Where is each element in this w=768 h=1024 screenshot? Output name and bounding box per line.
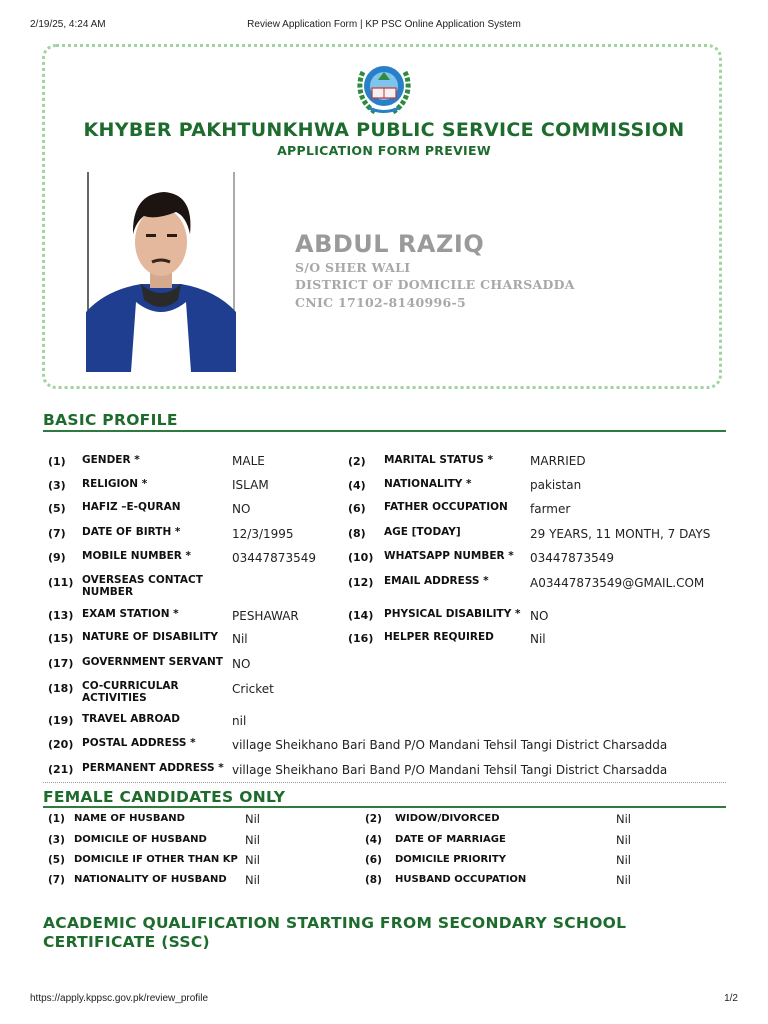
field-value: A03447873549@GMAIL.COM <box>530 576 705 590</box>
field-number: (14) <box>348 609 374 622</box>
field-label: POSTAL ADDRESS * <box>82 737 196 749</box>
field-label: DATE OF MARRIAGE <box>395 834 506 845</box>
field-value: Nil <box>616 853 631 867</box>
field-number: (17) <box>48 657 74 670</box>
field-value: Nil <box>616 873 631 887</box>
org-name: KHYBER PAKHTUNKHWA PUBLIC SERVICE COMMISSION <box>83 119 685 141</box>
basic-profile-title: BASIC PROFILE <box>43 411 178 429</box>
field-number: (20) <box>48 738 74 751</box>
field-number: (3) <box>48 834 65 846</box>
field-value: 29 YEARS, 11 MONTH, 7 DAYS <box>530 527 711 541</box>
field-label: NAME OF HUSBAND <box>74 813 185 824</box>
form-title: APPLICATION FORM PREVIEW <box>277 143 491 158</box>
field-value: Nil <box>245 833 260 847</box>
field-value: NO <box>232 657 251 671</box>
field-label: ACTIVITIES <box>82 692 147 704</box>
field-value: Nil <box>245 812 260 826</box>
field-number: (12) <box>348 576 374 589</box>
field-label: GENDER * <box>82 454 140 466</box>
field-label: MOBILE NUMBER * <box>82 550 191 562</box>
field-value: ISLAM <box>232 478 269 492</box>
field-value: Nil <box>616 833 631 847</box>
field-value: NO <box>232 502 251 516</box>
field-number: (1) <box>48 455 66 468</box>
candidate-photo <box>86 172 236 372</box>
field-label: EXAM STATION * <box>82 608 179 620</box>
candidate-name: ABDUL RAZIQ <box>295 230 485 258</box>
academic-title-line: ACADEMIC QUALIFICATION STARTING FROM SECONDARY SCHOOL <box>43 914 627 932</box>
candidate-cnic: CNIC 17102-8140996-5 <box>295 295 466 310</box>
field-number: (9) <box>48 551 66 564</box>
field-number: (8) <box>348 527 366 540</box>
field-label: AGE [TODAY] <box>384 526 461 538</box>
field-label: PERMANENT ADDRESS * <box>82 762 224 774</box>
field-label: MARITAL STATUS * <box>384 454 494 466</box>
field-number: (7) <box>48 874 65 886</box>
field-label: WHATSAPP NUMBER * <box>384 550 514 562</box>
field-value: nil <box>232 714 247 728</box>
field-number: (8) <box>365 874 382 886</box>
field-number: (16) <box>348 632 374 645</box>
kppsc-logo-icon <box>355 58 413 116</box>
field-label: NATIONALITY OF HUSBAND <box>74 874 227 885</box>
field-value: MALE <box>232 454 265 468</box>
field-value: Cricket <box>232 682 274 696</box>
candidate-domicile: DISTRICT OF DOMICILE CHARSADDA <box>295 277 575 292</box>
section-divider <box>43 806 726 808</box>
field-value: Nil <box>616 812 631 826</box>
field-value: Nil <box>232 632 248 646</box>
field-number: (21) <box>48 763 74 776</box>
field-number: (6) <box>365 854 382 866</box>
field-number: (2) <box>365 813 382 825</box>
field-value: 03447873549 <box>530 551 614 565</box>
section-divider <box>43 430 726 432</box>
field-value: Nil <box>245 873 260 887</box>
field-label: NATIONALITY * <box>384 478 472 490</box>
field-label: OVERSEAS CONTACT <box>82 574 203 586</box>
field-value: PESHAWAR <box>232 609 299 623</box>
field-number: (5) <box>48 502 66 515</box>
field-number: (3) <box>48 479 66 492</box>
academic-title-line: CERTIFICATE (SSC) <box>43 933 210 951</box>
field-label: TRAVEL ABROAD <box>82 713 181 725</box>
field-number: (13) <box>48 609 74 622</box>
field-value: 03447873549 <box>232 551 316 565</box>
field-label: EMAIL ADDRESS * <box>384 575 489 587</box>
page-url: https://apply.kppsc.gov.pk/review_profile <box>30 993 209 1004</box>
print-page-title: Review Application Form | KP PSC Online Application System <box>247 19 521 30</box>
row-divider <box>43 782 726 783</box>
academic-qualification-title <box>43 914 683 952</box>
field-label: HAFIZ –E-QURAN <box>82 501 181 513</box>
field-number: (6) <box>348 502 366 515</box>
field-number: (10) <box>348 551 374 564</box>
field-number: (19) <box>48 714 74 727</box>
field-label: NUMBER <box>82 586 134 598</box>
field-number: (2) <box>348 455 366 468</box>
candidate-father: S/O SHER WALI <box>295 260 411 275</box>
field-number: (18) <box>48 682 74 695</box>
field-number: (1) <box>48 813 65 825</box>
field-number: (5) <box>48 854 65 866</box>
field-label: HUSBAND OCCUPATION <box>395 874 527 885</box>
page-number: 1/2 <box>724 993 738 1004</box>
field-value: Nil <box>245 853 260 867</box>
field-label: DATE OF BIRTH * <box>82 526 181 538</box>
field-value: village Sheikhano Bari Band P/O Mandani Tehsil Tangi District Charsadda <box>232 763 668 777</box>
female-candidates-title: FEMALE CANDIDATES ONLY <box>43 788 286 806</box>
field-number: (7) <box>48 527 66 540</box>
field-value: MARRIED <box>530 454 586 468</box>
field-label: HELPER REQUIRED <box>384 631 494 643</box>
print-datetime: 2/19/25, 4:24 AM <box>30 19 106 30</box>
field-label: GOVERNMENT SERVANT <box>82 656 223 668</box>
field-value: village Sheikhano Bari Band P/O Mandani Tehsil Tangi District Charsadda <box>232 738 668 752</box>
field-label: CO-CURRICULAR <box>82 680 179 692</box>
field-label: FATHER OCCUPATION <box>384 501 508 513</box>
field-value: pakistan <box>530 478 582 492</box>
field-label: DOMICILE OF HUSBAND <box>74 834 207 845</box>
field-label: WIDOW/DIVORCED <box>395 813 500 824</box>
field-value: Nil <box>530 632 546 646</box>
field-label: DOMICILE PRIORITY <box>395 854 506 865</box>
field-number: (4) <box>348 479 366 492</box>
field-number: (4) <box>365 834 382 846</box>
field-label: PHYSICAL DISABILITY * <box>384 608 521 620</box>
field-number: (15) <box>48 632 74 645</box>
field-label: NATURE OF DISABILITY <box>82 631 219 643</box>
field-label: DOMICILE IF OTHER THAN KP <box>74 854 238 865</box>
field-value: farmer <box>530 502 571 516</box>
field-value: 12/3/1995 <box>232 527 294 541</box>
field-label: RELIGION * <box>82 478 148 490</box>
field-number: (11) <box>48 576 74 589</box>
field-value: NO <box>530 609 549 623</box>
